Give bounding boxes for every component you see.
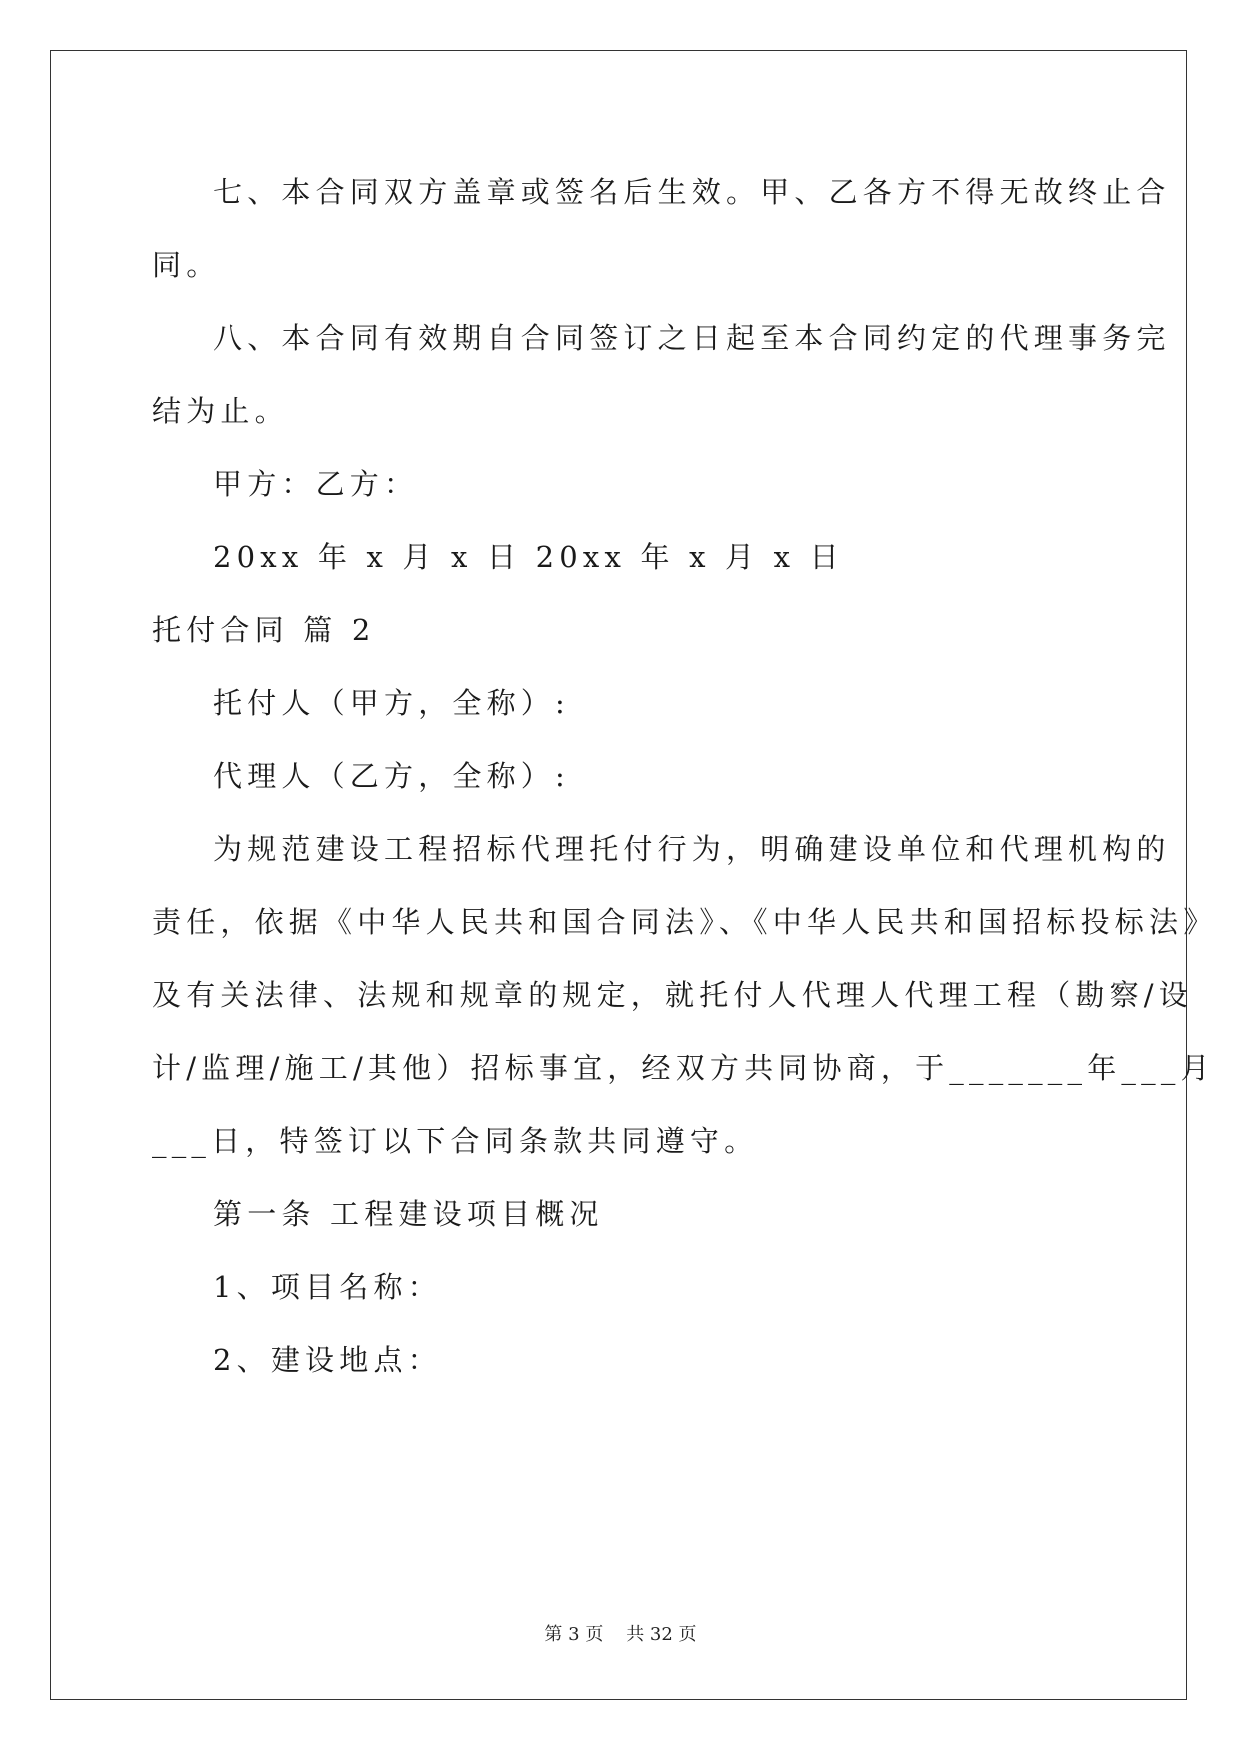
preamble-line-2: 责任，依据《中华人民共和国合同法》、《中华人民共和国招标投标法》: [152, 905, 1218, 939]
signature-dates: 20xx 年 x 月 x 日 20xx 年 x 月 x 日: [213, 540, 844, 574]
preamble-line-4: 计/监理/施工/其他）招标事宜，经双方共同协商，于_______年___月: [152, 1051, 1215, 1085]
article-1-heading: 第一条 工程建设项目概况: [213, 1197, 604, 1231]
page-border: [50, 50, 1187, 1700]
page-number-footer: 第 3 页 共 32 页: [544, 1624, 697, 1645]
signature-parties: 甲方：乙方：: [213, 467, 419, 501]
clause-8-line-1: 八、本合同有效期自合同签订之日起至本合同约定的代理事务完: [213, 321, 1171, 355]
preamble-line-1: 为规范建设工程招标代理托付行为，明确建设单位和代理机构的: [213, 832, 1171, 866]
principal-field: 托付人（甲方，全称）:: [213, 686, 570, 720]
construction-site-field: 2、建设地点：: [213, 1343, 442, 1377]
clause-7-line-2: 同。: [152, 248, 221, 282]
preamble-line-5: ___日，特签订以下合同条款共同遵守。: [152, 1124, 759, 1158]
clause-7-line-1: 七、本合同双方盖章或签名后生效。甲、乙各方不得无故终止合: [213, 175, 1171, 209]
section-heading: 托付合同 篇 2: [152, 613, 376, 647]
agent-field: 代理人（乙方，全称）:: [213, 759, 570, 793]
project-name-field: 1、项目名称：: [213, 1270, 442, 1304]
preamble-line-3: 及有关法律、法规和规章的规定，就托付人代理人代理工程（勘察/设: [152, 978, 1193, 1012]
clause-8-line-2: 结为止。: [152, 394, 289, 428]
